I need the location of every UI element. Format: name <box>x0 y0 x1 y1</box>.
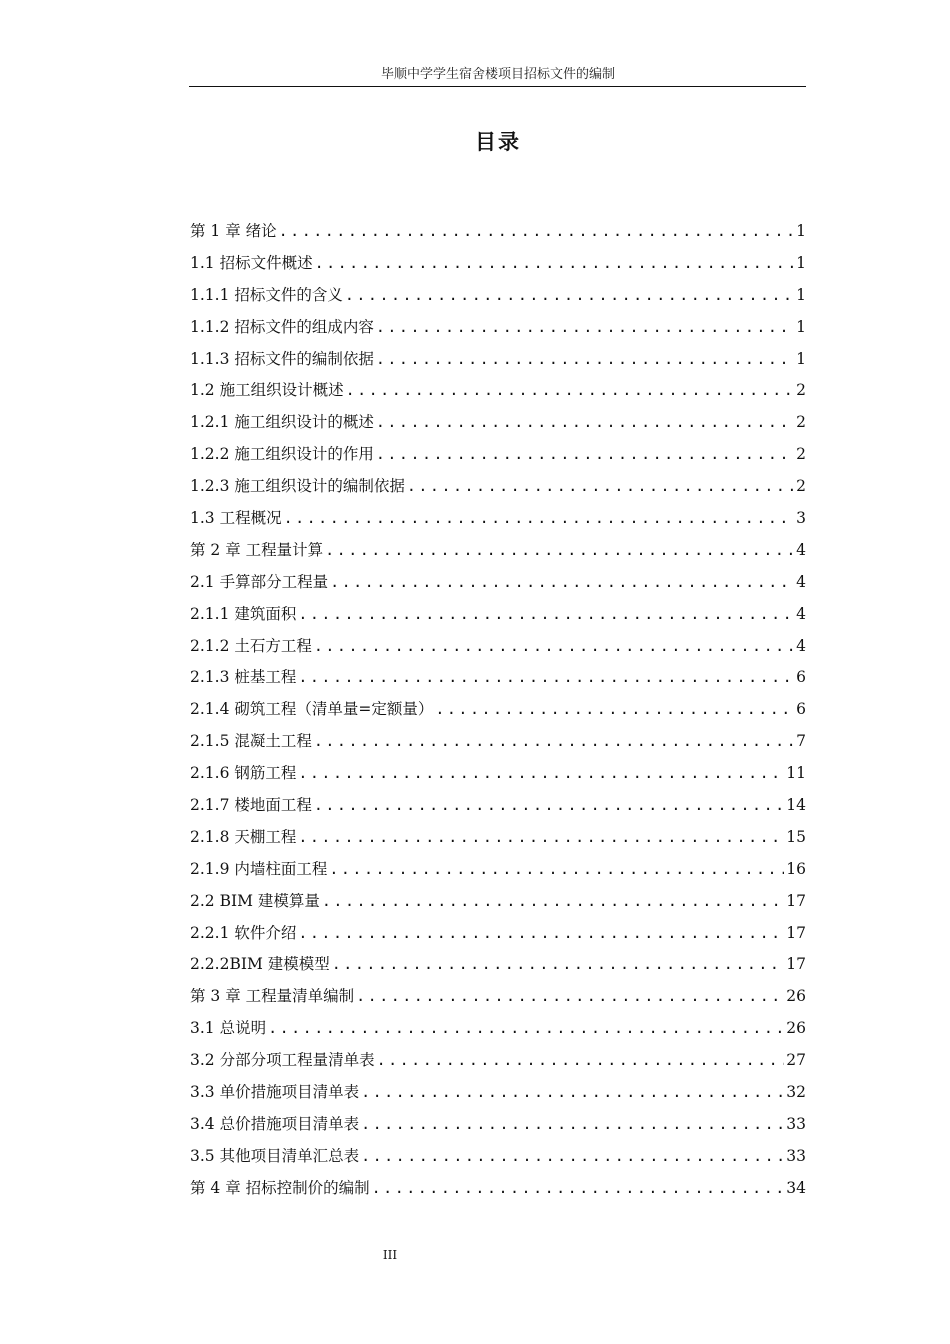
toc-entry-page: 26 <box>786 1019 806 1038</box>
toc-entry-page: 32 <box>786 1083 806 1102</box>
toc-entry-page: 33 <box>786 1146 806 1165</box>
toc-entry-page: 1 <box>796 285 806 304</box>
toc-entry[interactable] <box>190 793 806 825</box>
toc-dot-leader <box>298 605 794 623</box>
toc-entry-text: 第 3 章 工程量清单编制 <box>190 987 355 1006</box>
toc-dot-leader <box>407 477 794 495</box>
toc-dot-leader <box>298 668 794 686</box>
toc-entry-page: 4 <box>796 540 806 559</box>
header-rule <box>189 86 806 87</box>
toc-entry-text: 1.2 施工组织设计概述 <box>190 381 344 400</box>
toc-entry-text: 3.4 总价措施项目清单表 <box>190 1114 360 1133</box>
toc-dot-leader <box>315 254 795 272</box>
toc-dot-leader <box>298 924 784 942</box>
toc-entry-text: 2.1.3 桩基工程 <box>190 668 297 687</box>
toc-entry-page: 17 <box>786 891 806 910</box>
toc-dot-leader <box>314 637 794 655</box>
toc-entry-text: 1.1.3 招标文件的编制依据 <box>190 349 374 368</box>
toc-entry-text: 1.2.3 施工组织设计的编制依据 <box>190 477 405 496</box>
toc-entry[interactable] <box>190 602 806 634</box>
toc-dot-leader <box>329 860 784 878</box>
toc-entry[interactable] <box>190 1112 806 1144</box>
toc-entry-page: 6 <box>796 700 806 719</box>
toc-dot-leader <box>345 286 794 304</box>
toc-entry-text: 3.1 总说明 <box>190 1019 267 1038</box>
toc-entry-page: 27 <box>786 1051 806 1070</box>
toc-entry-page: 1 <box>796 317 806 336</box>
toc-entry-text: 2.2.2BIM 建模模型 <box>190 955 330 974</box>
running-header: 毕顺中学学生宿舍楼项目招标文件的编制 <box>380 67 615 82</box>
toc-entry[interactable] <box>190 857 806 889</box>
toc-entry-page: 15 <box>786 827 806 846</box>
toc-entry-page: 26 <box>786 987 806 1006</box>
page-number: III <box>382 1248 398 1262</box>
toc-entry[interactable] <box>190 1048 806 1080</box>
toc-entry[interactable] <box>190 1080 806 1112</box>
toc-entry-text: 2.1.6 钢筋工程 <box>190 764 297 783</box>
toc-entry[interactable] <box>190 219 806 251</box>
toc-dot-leader <box>361 1083 784 1101</box>
toc-entry[interactable] <box>190 825 806 857</box>
toc-entry-text: 2.1.4 砌筑工程（清单量=定额量） <box>190 700 434 719</box>
toc-dot-leader <box>314 796 784 814</box>
toc-list <box>190 219 806 1208</box>
toc-dot-leader <box>325 541 794 559</box>
toc-entry-page: 33 <box>786 1114 806 1133</box>
toc-entry-text: 2.1.1 建筑面积 <box>190 604 297 623</box>
toc-dot-leader <box>376 445 794 463</box>
toc-dot-leader <box>372 1179 785 1197</box>
toc-entry[interactable] <box>190 378 806 410</box>
toc-entry-page: 16 <box>786 859 806 878</box>
toc-dot-leader <box>376 318 794 336</box>
toc-entry[interactable] <box>190 761 806 793</box>
toc-entry[interactable] <box>190 952 806 984</box>
toc-dot-leader <box>346 381 795 399</box>
toc-entry-page: 1 <box>796 222 806 240</box>
toc-entry-text: 2.1.5 混凝土工程 <box>190 732 312 751</box>
toc-entry-text: 2.1 手算部分工程量 <box>190 572 329 591</box>
toc-dot-leader <box>376 413 794 431</box>
toc-entry-page: 2 <box>796 445 806 464</box>
toc-entry-page: 6 <box>796 668 806 687</box>
toc-entry-text: 2.1.7 楼地面工程 <box>190 796 312 815</box>
toc-dot-leader <box>330 573 794 591</box>
toc-entry[interactable] <box>190 665 806 697</box>
toc-entry-text: 1.1.2 招标文件的组成内容 <box>190 317 374 336</box>
toc-entry-text: 2.1.9 内墙柱面工程 <box>190 859 328 878</box>
toc-entry[interactable] <box>190 442 806 474</box>
toc-entry-text: 3.3 单价措施项目清单表 <box>190 1083 360 1102</box>
toc-entry-text: 2.2.1 软件介绍 <box>190 923 297 942</box>
toc-entry-text: 3.5 其他项目清单汇总表 <box>190 1146 360 1165</box>
toc-entry[interactable] <box>190 474 806 506</box>
toc-entry-text: 1.3 工程概况 <box>190 509 282 528</box>
toc-entry-page: 17 <box>786 923 806 942</box>
toc-entry[interactable] <box>190 1176 806 1208</box>
toc-entry[interactable] <box>190 347 806 379</box>
toc-dot-leader <box>298 764 784 782</box>
toc-entry[interactable] <box>190 283 806 315</box>
toc-entry-page: 7 <box>796 732 806 751</box>
toc-entry[interactable] <box>190 921 806 953</box>
toc-dot-leader <box>377 1051 785 1069</box>
toc-entry[interactable] <box>190 1144 806 1176</box>
toc-dot-leader <box>361 1147 784 1165</box>
toc-entry-text: 2.1.8 天棚工程 <box>190 827 297 846</box>
toc-dot-leader <box>284 509 795 527</box>
toc-entry[interactable] <box>190 634 806 666</box>
toc-entry-page: 4 <box>796 572 806 591</box>
toc-dot-leader <box>376 350 794 368</box>
toc-dot-leader <box>298 828 784 846</box>
toc-entry-text: 1.2.2 施工组织设计的作用 <box>190 445 374 464</box>
toc-entry-page: 2 <box>796 381 806 400</box>
toc-entry-text: 第 2 章 工程量计算 <box>190 540 324 559</box>
toc-entry-text: 2.2 BIM 建模算量 <box>190 891 320 910</box>
toc-entry-page: 11 <box>786 764 806 783</box>
toc-entry[interactable] <box>190 570 806 602</box>
toc-entry[interactable] <box>190 729 806 761</box>
toc-dot-leader <box>356 987 784 1005</box>
toc-entry[interactable] <box>190 984 806 1016</box>
toc-dot-leader <box>435 700 794 718</box>
toc-title: 目录 <box>475 130 521 154</box>
toc-entry-text: 第 1 章 绪论 <box>190 222 277 240</box>
toc-entry[interactable] <box>190 506 806 538</box>
toc-dot-leader <box>361 1115 784 1133</box>
toc-entry-page: 14 <box>786 796 806 815</box>
toc-entry-page: 3 <box>796 509 806 528</box>
toc-dot-leader <box>332 955 785 973</box>
toc-entry-page: 17 <box>786 955 806 974</box>
toc-entry[interactable] <box>190 1016 806 1048</box>
toc-entry-text: 1.2.1 施工组织设计的概述 <box>190 413 374 432</box>
toc-dot-leader <box>314 732 794 750</box>
toc-entry-text: 3.2 分部分项工程量清单表 <box>190 1051 375 1070</box>
toc-entry[interactable] <box>190 315 806 347</box>
toc-entry-page: 1 <box>796 253 806 272</box>
toc-entry-page: 4 <box>796 604 806 623</box>
toc-entry[interactable] <box>190 889 806 921</box>
toc-dot-leader <box>322 892 784 910</box>
toc-entry[interactable] <box>190 538 806 570</box>
toc-entry-page: 2 <box>796 413 806 432</box>
toc-entry-page: 2 <box>796 477 806 496</box>
toc-entry-text: 1.1 招标文件概述 <box>190 253 313 272</box>
toc-dot-leader <box>279 222 794 240</box>
toc-entry-text: 1.1.1 招标文件的含义 <box>190 285 343 304</box>
toc-entry[interactable] <box>190 697 806 729</box>
toc-entry-page: 4 <box>796 636 806 655</box>
toc-dot-leader <box>268 1019 784 1037</box>
toc-entry[interactable] <box>190 251 806 283</box>
toc-entry[interactable] <box>190 410 806 442</box>
toc-entry-page: 1 <box>796 349 806 368</box>
toc-entry-text: 2.1.2 土石方工程 <box>190 636 312 655</box>
toc-entry-text: 第 4 章 招标控制价的编制 <box>190 1178 370 1197</box>
toc-entry-page: 34 <box>786 1178 806 1197</box>
